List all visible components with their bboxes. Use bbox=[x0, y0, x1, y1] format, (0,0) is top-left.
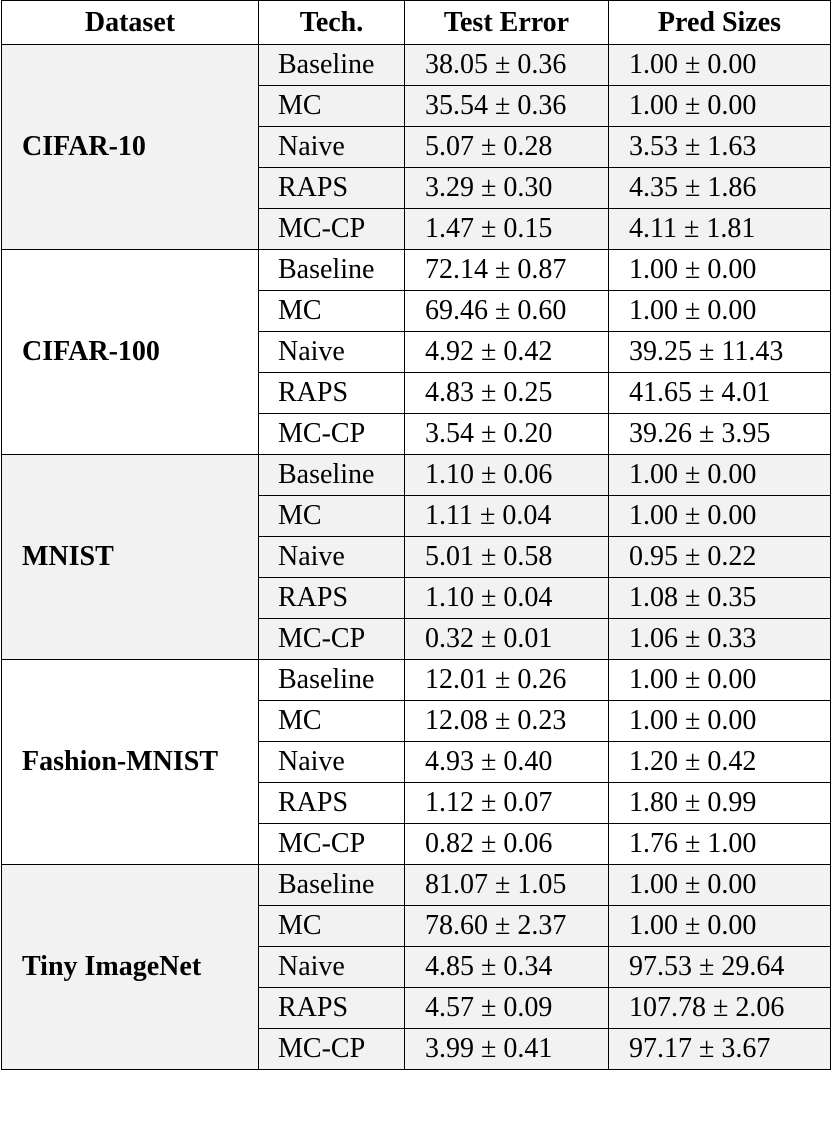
tech-cell: RAPS bbox=[259, 168, 405, 209]
group-cifar-100 bbox=[2, 250, 831, 455]
tech-cell: Baseline bbox=[259, 45, 405, 86]
pred-sizes-cell: 1.00 ± 0.00 bbox=[609, 496, 831, 537]
group-fashion-mnist bbox=[2, 660, 831, 865]
tech-cell: Baseline bbox=[259, 455, 405, 496]
pred-sizes-cell: 1.20 ± 0.42 bbox=[609, 742, 831, 783]
pred-sizes-cell: 97.53 ± 29.64 bbox=[609, 947, 831, 988]
test-error-cell: 78.60 ± 2.37 bbox=[405, 906, 609, 947]
test-error-cell: 69.46 ± 0.60 bbox=[405, 291, 609, 332]
tech-cell: RAPS bbox=[259, 783, 405, 824]
tech-cell: Naive bbox=[259, 332, 405, 373]
test-error-cell: 3.99 ± 0.41 bbox=[405, 1029, 609, 1070]
pred-sizes-cell: 39.26 ± 3.95 bbox=[609, 414, 831, 455]
table-row bbox=[2, 250, 831, 291]
test-error-cell: 12.08 ± 0.23 bbox=[405, 701, 609, 742]
header-dataset: Dataset bbox=[2, 1, 259, 45]
pred-sizes-cell: 1.00 ± 0.00 bbox=[609, 906, 831, 947]
test-error-cell: 4.92 ± 0.42 bbox=[405, 332, 609, 373]
header-test-error: Test Error bbox=[405, 1, 609, 45]
tech-cell: MC bbox=[259, 86, 405, 127]
tech-cell: MC-CP bbox=[259, 619, 405, 660]
pred-sizes-cell: 107.78 ± 2.06 bbox=[609, 988, 831, 1029]
tech-cell: MC-CP bbox=[259, 824, 405, 865]
results-table bbox=[1, 0, 831, 1070]
test-error-cell: 0.32 ± 0.01 bbox=[405, 619, 609, 660]
test-error-cell: 1.10 ± 0.04 bbox=[405, 578, 609, 619]
dataset-label: MNIST bbox=[2, 455, 259, 660]
test-error-cell: 3.54 ± 0.20 bbox=[405, 414, 609, 455]
test-error-cell: 4.57 ± 0.09 bbox=[405, 988, 609, 1029]
tech-cell: Naive bbox=[259, 742, 405, 783]
test-error-cell: 1.12 ± 0.07 bbox=[405, 783, 609, 824]
tech-cell: MC bbox=[259, 291, 405, 332]
tech-cell: MC bbox=[259, 496, 405, 537]
test-error-cell: 4.83 ± 0.25 bbox=[405, 373, 609, 414]
pred-sizes-cell: 1.00 ± 0.00 bbox=[609, 865, 831, 906]
table-row bbox=[2, 455, 831, 496]
test-error-cell: 81.07 ± 1.05 bbox=[405, 865, 609, 906]
test-error-cell: 1.10 ± 0.06 bbox=[405, 455, 609, 496]
table-row bbox=[2, 45, 831, 86]
test-error-cell: 0.82 ± 0.06 bbox=[405, 824, 609, 865]
pred-sizes-cell: 1.00 ± 0.00 bbox=[609, 660, 831, 701]
tech-cell: MC bbox=[259, 906, 405, 947]
test-error-cell: 1.11 ± 0.04 bbox=[405, 496, 609, 537]
pred-sizes-cell: 1.00 ± 0.00 bbox=[609, 45, 831, 86]
pred-sizes-cell: 1.00 ± 0.00 bbox=[609, 701, 831, 742]
tech-cell: Baseline bbox=[259, 865, 405, 906]
header-pred-sizes: Pred Sizes bbox=[609, 1, 831, 45]
pred-sizes-cell: 4.35 ± 1.86 bbox=[609, 168, 831, 209]
test-error-cell: 1.47 ± 0.15 bbox=[405, 209, 609, 250]
pred-sizes-cell: 1.00 ± 0.00 bbox=[609, 250, 831, 291]
header-row bbox=[2, 1, 831, 45]
group-cifar-10 bbox=[2, 45, 831, 250]
pred-sizes-cell: 0.95 ± 0.22 bbox=[609, 537, 831, 578]
table-header bbox=[2, 1, 831, 45]
test-error-cell: 3.29 ± 0.30 bbox=[405, 168, 609, 209]
table-row bbox=[2, 865, 831, 906]
test-error-cell: 12.01 ± 0.26 bbox=[405, 660, 609, 701]
pred-sizes-cell: 1.06 ± 0.33 bbox=[609, 619, 831, 660]
tech-cell: MC-CP bbox=[259, 209, 405, 250]
test-error-cell: 72.14 ± 0.87 bbox=[405, 250, 609, 291]
pred-sizes-cell: 1.80 ± 0.99 bbox=[609, 783, 831, 824]
test-error-cell: 35.54 ± 0.36 bbox=[405, 86, 609, 127]
test-error-cell: 38.05 ± 0.36 bbox=[405, 45, 609, 86]
pred-sizes-cell: 1.00 ± 0.00 bbox=[609, 291, 831, 332]
pred-sizes-cell: 1.00 ± 0.00 bbox=[609, 86, 831, 127]
tech-cell: Baseline bbox=[259, 660, 405, 701]
pred-sizes-cell: 39.25 ± 11.43 bbox=[609, 332, 831, 373]
tech-cell: Naive bbox=[259, 947, 405, 988]
tech-cell: Naive bbox=[259, 127, 405, 168]
pred-sizes-cell: 1.76 ± 1.00 bbox=[609, 824, 831, 865]
test-error-cell: 5.01 ± 0.58 bbox=[405, 537, 609, 578]
dataset-label: Fashion-MNIST bbox=[2, 660, 259, 865]
pred-sizes-cell: 1.00 ± 0.00 bbox=[609, 455, 831, 496]
tech-cell: Naive bbox=[259, 537, 405, 578]
test-error-cell: 5.07 ± 0.28 bbox=[405, 127, 609, 168]
dataset-label: CIFAR-100 bbox=[2, 250, 259, 455]
pred-sizes-cell: 97.17 ± 3.67 bbox=[609, 1029, 831, 1070]
dataset-label: CIFAR-10 bbox=[2, 45, 259, 250]
group-mnist bbox=[2, 455, 831, 660]
tech-cell: RAPS bbox=[259, 988, 405, 1029]
pred-sizes-cell: 1.08 ± 0.35 bbox=[609, 578, 831, 619]
pred-sizes-cell: 41.65 ± 4.01 bbox=[609, 373, 831, 414]
test-error-cell: 4.85 ± 0.34 bbox=[405, 947, 609, 988]
pred-sizes-cell: 4.11 ± 1.81 bbox=[609, 209, 831, 250]
tech-cell: MC-CP bbox=[259, 1029, 405, 1070]
tech-cell: MC-CP bbox=[259, 414, 405, 455]
header-tech: Tech. bbox=[259, 1, 405, 45]
tech-cell: MC bbox=[259, 701, 405, 742]
tech-cell: Baseline bbox=[259, 250, 405, 291]
dataset-label: Tiny ImageNet bbox=[2, 865, 259, 1070]
tech-cell: RAPS bbox=[259, 373, 405, 414]
test-error-cell: 4.93 ± 0.40 bbox=[405, 742, 609, 783]
table-row bbox=[2, 660, 831, 701]
pred-sizes-cell: 3.53 ± 1.63 bbox=[609, 127, 831, 168]
tech-cell: RAPS bbox=[259, 578, 405, 619]
group-tiny-imagenet bbox=[2, 865, 831, 1070]
